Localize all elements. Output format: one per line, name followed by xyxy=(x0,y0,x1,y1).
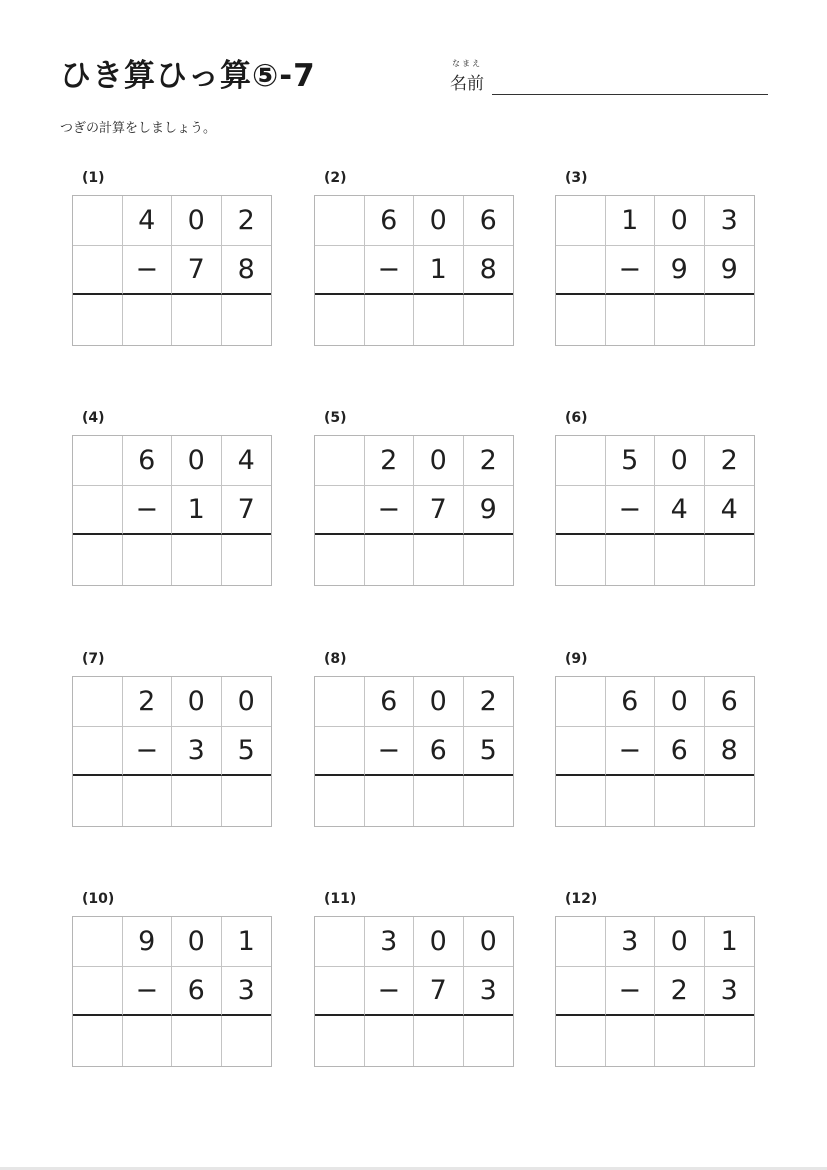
instruction-text: つぎの計算をしましょう。 xyxy=(60,121,217,136)
problem-3 xyxy=(555,170,755,355)
subtrahend-digit: 8 xyxy=(464,246,514,296)
calculation-grid xyxy=(72,916,272,1067)
subtrahend-digit: 9 xyxy=(464,486,514,536)
problem-number: (9) xyxy=(565,651,588,667)
answer-cell[interactable] xyxy=(315,1016,365,1066)
empty-cell xyxy=(73,246,123,296)
answer-cell[interactable] xyxy=(172,776,222,826)
minus-sign: − xyxy=(123,246,173,296)
minuend-digit: 3 xyxy=(606,917,656,967)
empty-cell xyxy=(315,917,365,967)
minuend-digit: 9 xyxy=(123,917,173,967)
minuend-digit: 2 xyxy=(123,677,173,727)
minus-sign: − xyxy=(606,727,656,777)
answer-cell[interactable] xyxy=(123,776,173,826)
subtrahend-digit: 3 xyxy=(464,967,514,1017)
answer-cell[interactable] xyxy=(365,535,415,585)
minus-sign: − xyxy=(123,486,173,536)
calculation-grid xyxy=(314,435,514,586)
problem-4 xyxy=(72,410,272,595)
calculation-grid xyxy=(555,195,755,346)
subtrahend-digit: 5 xyxy=(464,727,514,777)
answer-cell[interactable] xyxy=(365,295,415,345)
subtrahend-digit: 8 xyxy=(705,727,755,777)
minuend-digit: 1 xyxy=(606,196,656,246)
calculation-grid xyxy=(555,916,755,1067)
answer-cell[interactable] xyxy=(315,295,365,345)
empty-cell xyxy=(556,917,606,967)
empty-cell xyxy=(73,436,123,486)
calculation-grid xyxy=(555,435,755,586)
answer-cell[interactable] xyxy=(172,1016,222,1066)
minuend-digit: 1 xyxy=(705,917,755,967)
answer-cell[interactable] xyxy=(705,295,755,345)
problem-number: (12) xyxy=(565,891,598,907)
minuend-digit: 0 xyxy=(172,196,222,246)
answer-cell[interactable] xyxy=(414,776,464,826)
minuend-digit: 0 xyxy=(414,917,464,967)
minuend-digit: 6 xyxy=(464,196,514,246)
problem-number: (6) xyxy=(565,410,588,426)
subtrahend-digit: 6 xyxy=(655,727,705,777)
answer-cell[interactable] xyxy=(123,1016,173,1066)
minuend-digit: 3 xyxy=(705,196,755,246)
minuend-digit: 6 xyxy=(606,677,656,727)
problem-6 xyxy=(555,410,755,595)
minuend-digit: 2 xyxy=(464,436,514,486)
calculation-grid xyxy=(314,195,514,346)
minuend-digit: 2 xyxy=(705,436,755,486)
name-area xyxy=(450,58,770,98)
subtrahend-digit: 9 xyxy=(705,246,755,296)
answer-cell[interactable] xyxy=(464,1016,514,1066)
minuend-digit: 2 xyxy=(222,196,272,246)
answer-cell[interactable] xyxy=(73,776,123,826)
answer-cell[interactable] xyxy=(705,1016,755,1066)
answer-cell[interactable] xyxy=(73,295,123,345)
answer-cell[interactable] xyxy=(222,535,272,585)
subtrahend-digit: 5 xyxy=(222,727,272,777)
answer-cell[interactable] xyxy=(315,535,365,585)
answer-cell[interactable] xyxy=(705,535,755,585)
problem-number: (8) xyxy=(324,651,347,667)
minuend-digit: 0 xyxy=(414,677,464,727)
minus-sign: − xyxy=(365,727,415,777)
calculation-grid xyxy=(555,676,755,827)
empty-cell xyxy=(556,727,606,777)
calculation-grid xyxy=(72,676,272,827)
subtrahend-digit: 4 xyxy=(655,486,705,536)
subtrahend-digit: 7 xyxy=(414,486,464,536)
minuend-digit: 0 xyxy=(464,917,514,967)
subtrahend-digit: 7 xyxy=(172,246,222,296)
answer-cell[interactable] xyxy=(556,535,606,585)
empty-cell xyxy=(73,486,123,536)
name-label: 名前 xyxy=(450,74,484,94)
minuend-digit: 0 xyxy=(414,436,464,486)
minuend-digit: 6 xyxy=(705,677,755,727)
empty-cell xyxy=(556,486,606,536)
problem-7 xyxy=(72,651,272,836)
subtrahend-digit: 7 xyxy=(222,486,272,536)
empty-cell xyxy=(556,196,606,246)
problem-2 xyxy=(314,170,514,355)
minus-sign: − xyxy=(606,967,656,1017)
answer-cell[interactable] xyxy=(606,535,656,585)
problem-8 xyxy=(314,651,514,836)
problem-number: (7) xyxy=(82,651,105,667)
name-ruby: なまえ xyxy=(452,59,482,68)
empty-cell xyxy=(556,677,606,727)
answer-cell[interactable] xyxy=(464,295,514,345)
minuend-digit: 1 xyxy=(222,917,272,967)
empty-cell xyxy=(315,196,365,246)
subtrahend-digit: 6 xyxy=(172,967,222,1017)
answer-cell[interactable] xyxy=(414,1016,464,1066)
answer-cell[interactable] xyxy=(73,1016,123,1066)
minus-sign: − xyxy=(365,967,415,1017)
empty-cell xyxy=(315,727,365,777)
empty-cell xyxy=(73,196,123,246)
empty-cell xyxy=(73,967,123,1017)
answer-cell[interactable] xyxy=(222,295,272,345)
problem-number: (1) xyxy=(82,170,105,186)
subtrahend-digit: 1 xyxy=(414,246,464,296)
minuend-digit: 0 xyxy=(655,436,705,486)
minus-sign: − xyxy=(123,967,173,1017)
answer-cell[interactable] xyxy=(123,535,173,585)
problem-1 xyxy=(72,170,272,355)
problem-12 xyxy=(555,891,755,1076)
problem-number: (2) xyxy=(324,170,347,186)
minuend-digit: 0 xyxy=(172,677,222,727)
problem-number: (3) xyxy=(565,170,588,186)
answer-cell[interactable] xyxy=(655,295,705,345)
answer-cell[interactable] xyxy=(705,776,755,826)
answer-cell[interactable] xyxy=(172,535,222,585)
empty-cell xyxy=(315,246,365,296)
answer-cell[interactable] xyxy=(556,295,606,345)
minus-sign: − xyxy=(123,727,173,777)
minuend-digit: 2 xyxy=(464,677,514,727)
subtrahend-digit: 1 xyxy=(172,486,222,536)
empty-cell xyxy=(315,677,365,727)
answer-cell[interactable] xyxy=(655,1016,705,1066)
minuend-digit: 0 xyxy=(172,436,222,486)
minuend-digit: 0 xyxy=(655,196,705,246)
minuend-digit: 5 xyxy=(606,436,656,486)
answer-cell[interactable] xyxy=(556,1016,606,1066)
empty-cell xyxy=(73,727,123,777)
minuend-digit: 0 xyxy=(414,196,464,246)
minuend-digit: 6 xyxy=(365,677,415,727)
minuend-digit: 3 xyxy=(365,917,415,967)
calculation-grid xyxy=(72,435,272,586)
subtrahend-digit: 2 xyxy=(655,967,705,1017)
problem-11 xyxy=(314,891,514,1076)
minus-sign: − xyxy=(606,486,656,536)
answer-cell[interactable] xyxy=(315,776,365,826)
problem-number: (11) xyxy=(324,891,357,907)
answer-cell[interactable] xyxy=(365,1016,415,1066)
calculation-grid xyxy=(314,676,514,827)
minus-sign: − xyxy=(365,246,415,296)
minuend-digit: 4 xyxy=(123,196,173,246)
problem-number: (5) xyxy=(324,410,347,426)
minuend-digit: 0 xyxy=(172,917,222,967)
subtrahend-digit: 4 xyxy=(705,486,755,536)
answer-cell[interactable] xyxy=(556,776,606,826)
minuend-digit: 6 xyxy=(123,436,173,486)
name-writing-line[interactable] xyxy=(492,94,768,95)
problem-5 xyxy=(314,410,514,595)
problem-9 xyxy=(555,651,755,836)
minus-sign: − xyxy=(365,486,415,536)
answer-cell[interactable] xyxy=(365,776,415,826)
empty-cell xyxy=(315,967,365,1017)
answer-cell[interactable] xyxy=(655,535,705,585)
empty-cell xyxy=(315,436,365,486)
answer-cell[interactable] xyxy=(222,776,272,826)
subtrahend-digit: 6 xyxy=(414,727,464,777)
minuend-digit: 0 xyxy=(222,677,272,727)
problem-number: (4) xyxy=(82,410,105,426)
empty-cell xyxy=(556,967,606,1017)
empty-cell xyxy=(556,246,606,296)
subtrahend-digit: 3 xyxy=(705,967,755,1017)
minuend-digit: 4 xyxy=(222,436,272,486)
minuend-digit: 0 xyxy=(655,917,705,967)
answer-cell[interactable] xyxy=(172,295,222,345)
minuend-digit: 0 xyxy=(655,677,705,727)
subtrahend-digit: 8 xyxy=(222,246,272,296)
answer-cell[interactable] xyxy=(606,295,656,345)
minuend-digit: 6 xyxy=(365,196,415,246)
answer-cell[interactable] xyxy=(73,535,123,585)
subtrahend-digit: 9 xyxy=(655,246,705,296)
calculation-grid xyxy=(72,195,272,346)
answer-cell[interactable] xyxy=(464,535,514,585)
subtrahend-digit: 3 xyxy=(222,967,272,1017)
empty-cell xyxy=(315,486,365,536)
worksheet-title: ひき算ひっ算⑤-7 xyxy=(60,58,316,94)
answer-cell[interactable] xyxy=(606,776,656,826)
subtrahend-digit: 7 xyxy=(414,967,464,1017)
answer-cell[interactable] xyxy=(414,535,464,585)
problem-10 xyxy=(72,891,272,1076)
minuend-digit: 2 xyxy=(365,436,415,486)
empty-cell xyxy=(73,917,123,967)
problem-number: (10) xyxy=(82,891,115,907)
answer-cell[interactable] xyxy=(414,295,464,345)
empty-cell xyxy=(73,677,123,727)
calculation-grid xyxy=(314,916,514,1067)
answer-cell[interactable] xyxy=(655,776,705,826)
answer-cell[interactable] xyxy=(222,1016,272,1066)
minus-sign: − xyxy=(606,246,656,296)
answer-cell[interactable] xyxy=(123,295,173,345)
subtrahend-digit: 3 xyxy=(172,727,222,777)
answer-cell[interactable] xyxy=(606,1016,656,1066)
empty-cell xyxy=(556,436,606,486)
answer-cell[interactable] xyxy=(464,776,514,826)
